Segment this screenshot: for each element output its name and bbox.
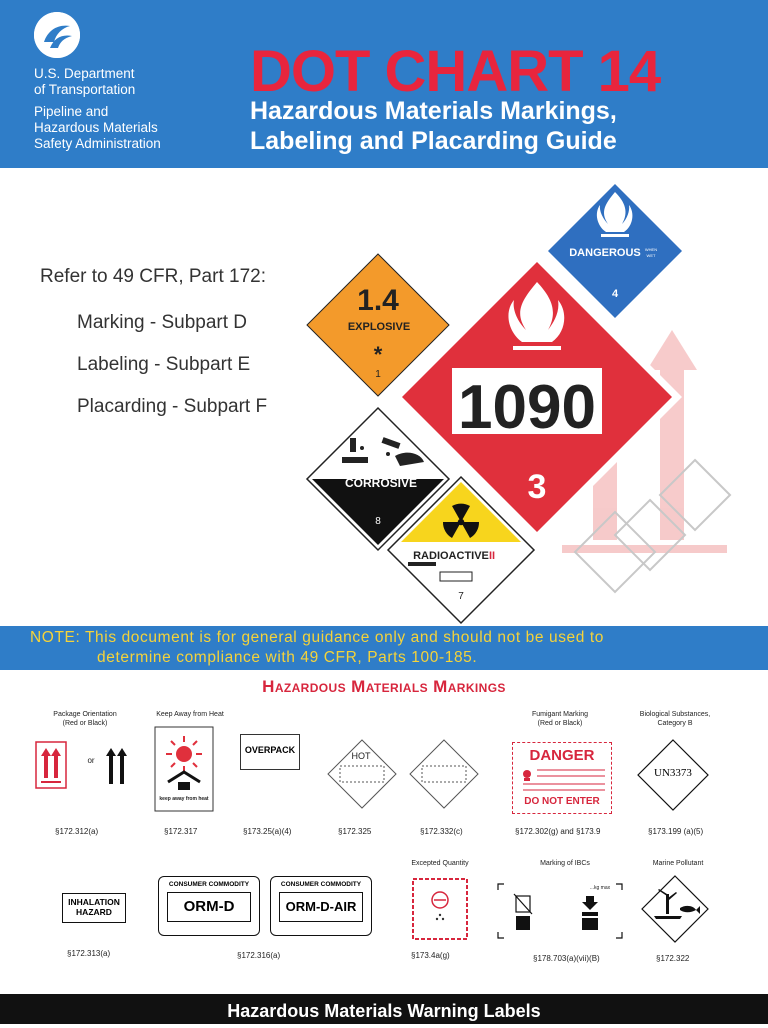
orientation-arrows-red-icon	[41, 748, 61, 783]
inhalation-line: INHALATION	[68, 897, 120, 907]
cfr-reference: §173.4a(g)	[411, 951, 450, 960]
marine-pollutant-marking	[640, 874, 710, 944]
caption-biological	[625, 710, 725, 728]
overpack-label: OVERPACK	[244, 745, 296, 755]
subtitle-line: Labeling and Placarding Guide	[250, 127, 617, 155]
agency-line: Hazardous Materials	[34, 120, 158, 135]
cfr-reference: §172.313(a)	[67, 949, 111, 958]
hot-label: HOT	[351, 751, 371, 761]
radioactive-label: RADIOACTIVE	[413, 550, 489, 562]
sun-icon	[166, 736, 202, 772]
flammable-class-number: 3	[527, 468, 547, 506]
cfr-reference: §172.325	[338, 827, 372, 836]
orm-d-air-label: ORM-D-AIR	[285, 899, 357, 914]
caption-line: Fumigant Marking	[531, 711, 589, 718]
orm-d-label: ORM-D	[183, 898, 235, 915]
ibc-stack-icon	[582, 896, 598, 930]
agency-line: Safety Administration	[34, 136, 161, 151]
ibc-kg-max: ...kg max	[589, 885, 611, 891]
explosive-compatibility-star: *	[373, 342, 383, 367]
danger-label: DANGER	[529, 747, 595, 764]
cfr-reference: §172.317	[164, 827, 198, 836]
cfr-reference: §172.312(a)	[55, 827, 99, 836]
cfr-reference: §172.316(a)	[237, 951, 281, 960]
chart-subtitle	[250, 96, 617, 156]
warning-labels-footer: Hazardous Materials Warning Labels	[0, 994, 768, 1024]
or-text: or	[87, 756, 95, 765]
orm-d-air-marking	[270, 876, 372, 936]
agency-line: Pipeline and	[34, 104, 109, 119]
un3373-label: UN3373	[654, 767, 692, 779]
explosive-class-number: 1	[375, 369, 381, 380]
subtitle-line: Hazardous Materials Markings,	[250, 97, 617, 125]
agency-line: of Transportation	[34, 82, 136, 97]
fumigant-marking	[512, 742, 612, 814]
note-text: determine compliance with 49 CFR, Parts 100-185.	[97, 649, 478, 666]
caption-marine-pollutant: Marine Pollutant	[652, 860, 704, 867]
elevated-temperature-id-marking	[408, 738, 480, 810]
fumigant-lines	[513, 764, 611, 796]
cfr-reference: §173.25(a)(4)	[243, 827, 292, 836]
orm-d-marking	[158, 876, 260, 936]
dangerous-class-number: 4	[611, 288, 619, 300]
caption-line: (Red or Black)	[62, 720, 108, 727]
caption-line: (Red or Black)	[537, 720, 583, 727]
caption-line: Biological Substances,	[639, 711, 711, 718]
corrosive-class-number: 8	[375, 516, 381, 527]
refer-item-placarding: Placarding - Subpart F	[77, 396, 268, 417]
cfr-reference: §173.199 (a)(5)	[648, 827, 704, 836]
caption-package-orientation	[35, 710, 135, 728]
dot-logo-icon	[34, 12, 80, 58]
explosive-division: 1.4	[357, 284, 399, 317]
markings-heading: Hazardous Materials Markings	[262, 677, 506, 696]
skull-icon	[523, 770, 531, 781]
radioactive-category: II	[488, 550, 496, 562]
excepted-quantity-marking	[412, 878, 468, 940]
caption-keep-away: Keep Away from Heat	[156, 711, 224, 718]
inhalation-line: HAZARD	[76, 907, 112, 917]
do-not-enter-label: DO NOT ENTER	[524, 796, 600, 807]
chart-title: DOT CHART 14	[250, 39, 661, 104]
when-wet-text: WET	[646, 253, 656, 258]
refer-item-marking: Marking - Subpart D	[77, 312, 248, 333]
consumer-commodity-text: CONSUMER COMMODITY	[168, 881, 250, 888]
radioactive-class-number: 7	[458, 591, 464, 602]
note-text: NOTE: This document is for general guidance only and should not be used to	[30, 629, 605, 646]
caption-excepted-quantity: Excepted Quantity	[411, 860, 469, 867]
refer-heading: Refer to 49 CFR, Part 172:	[40, 266, 266, 287]
cfr-reference: §172.332(c)	[420, 827, 463, 836]
caption-ibc: Marking of IBCs	[540, 860, 590, 867]
when-wet-text: WHEN	[644, 247, 658, 252]
un-number: 1090	[458, 373, 596, 442]
inhalation-hazard-marking	[62, 893, 126, 923]
orm-d-box	[167, 892, 251, 922]
corrosive-label: CORROSIVE	[344, 476, 418, 490]
caption-fumigant	[515, 710, 605, 728]
refer-item-labeling: Labeling - Subpart E	[77, 354, 251, 375]
agency-name	[34, 66, 161, 152]
keep-away-inner-text: keep away from heat	[159, 796, 209, 802]
cfr-reference: §172.322	[656, 954, 690, 963]
orientation-arrows-black-icon	[106, 748, 127, 784]
placard-collage	[300, 168, 768, 628]
cfr-reference: §178.703(a)(vii)(B)	[533, 954, 600, 963]
orm-d-air-box	[279, 892, 363, 922]
hot-marking	[326, 738, 398, 810]
caption-line: Category B	[657, 720, 693, 727]
caption-line: Package Orientation	[53, 711, 117, 718]
cfr-reference: §172.302(g) and §173.9	[515, 827, 601, 836]
agency-line: U.S. Department	[34, 66, 135, 81]
package-orientation-marking	[35, 740, 135, 790]
consumer-commodity-text: CONSUMER COMMODITY	[280, 881, 362, 888]
dangerous-label: DANGEROUS	[569, 247, 641, 259]
overpack-marking	[240, 734, 300, 770]
ibc-no-stack-icon	[514, 894, 532, 930]
explosive-label: EXPLOSIVE	[347, 321, 411, 333]
